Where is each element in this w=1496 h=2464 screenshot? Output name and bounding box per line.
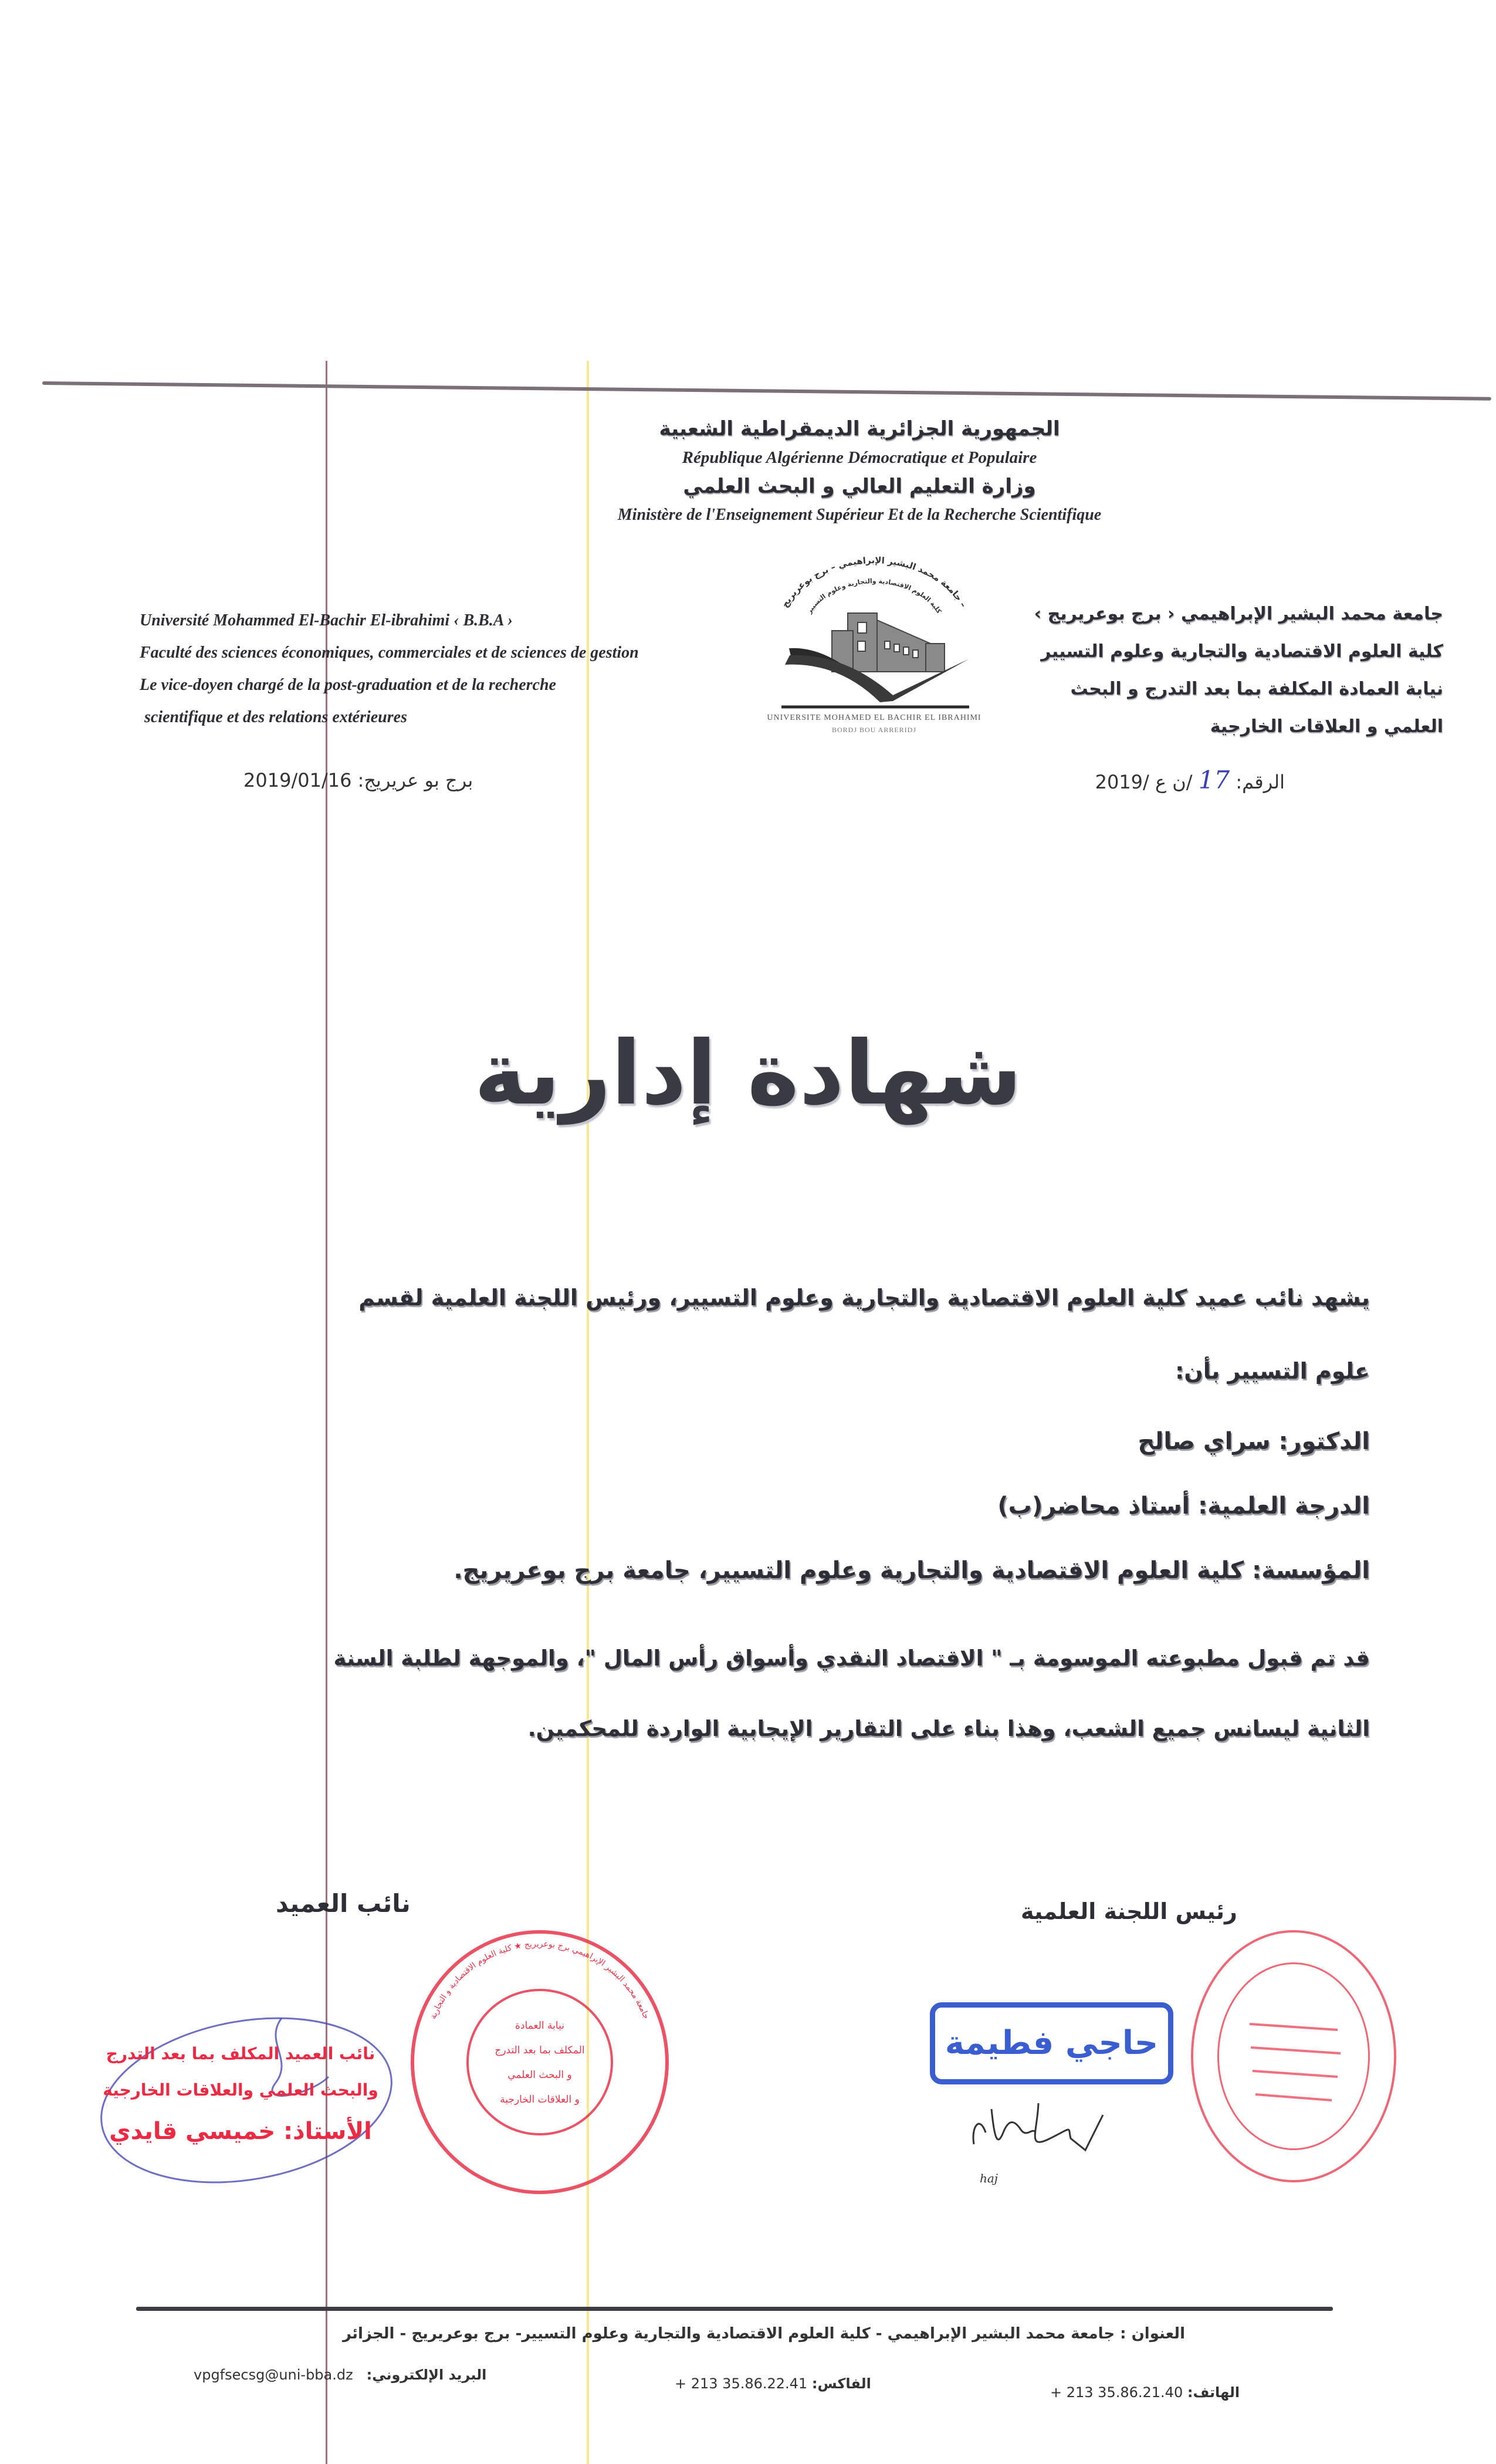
footer-phone [1050,2382,1240,2403]
faculty-name-fr: Faculté des sciences économiques, commerciales et de sciences de gestion [140,644,639,662]
footer-email [194,2364,486,2385]
republic-arabic: الجمهورية الجزائرية الديمقراطية الشعبية [659,417,1060,441]
footer-rule [136,2307,1333,2311]
university-name-fr: Université Mohammed El-Bachir El-ibrahimi ‹ B.B.A › [140,611,513,629]
letterhead-center [522,414,1197,529]
vice-dean-fr-line1: Le vice-doyen chargé de la post-graduation et de la recherche [140,676,556,694]
republic-french: République Algérienne Démocratique et Populaire [682,448,1037,467]
committee-chair-signature-text: haj [980,2171,999,2185]
committee-chair-name: حاجي فطيمة [945,2024,1159,2062]
stamp-scribble-icon [1244,2006,1349,2112]
place-label: برج بو عريريج: [357,769,473,791]
date-value: 2019/01/16 [243,769,352,791]
vice-dean-stamp-line-3: الأستاذ: خميسي قايدي [109,2118,372,2145]
statement-line-1: قد تم قبول مطبوعته الموسومة بـ " الاقتصاد النقدي وأسواق رأس المال "، والموجهة لطلبة السنة [333,1646,1370,1671]
letterhead-left-french [140,604,756,733]
vice-dean-text-stamp [94,2036,387,2154]
faculty-name-ar: كلية العلوم الاقتصادية والتجارية وعلوم التسيير [1041,641,1443,662]
castle-icon [832,613,945,672]
footer-email-value: vpgfsecsg@uni-bba.dz [194,2367,353,2383]
footer-phone-label: الهاتف: [1187,2384,1240,2401]
committee-chair-title: رئيس اللجنة العلمية [1021,1898,1237,1924]
field-institution-value: كلية العلوم الاقتصادية والتجارية وعلوم التسيير، جامعة برج بوعريريج. [453,1557,1244,1584]
vice-dean-fr-line2: scientifique et des relations extérieures [144,708,407,726]
svg-text:كلية العلوم الاقتصادية والتجار [805,577,943,615]
committee-chair-handwritten-signature [968,2091,1144,2165]
field-doctor [138,1423,1370,1460]
vice-dean-title: نائب العميد [276,1889,411,1918]
logo-caption-city: BORDJ BOU ARRERIDJ [831,726,917,734]
round-stamp-line: المكلف بما بعد التدرج [495,2045,585,2056]
logo-arc-text: جامعة محمد البشير الإبراهيمي – برج بوعريريج – [779,554,969,610]
letterhead-right-arabic [991,595,1443,746]
vice-dean-round-stamp-inner-text [466,2013,613,2112]
statement-line-2: الثانية ليسانس جميع الشعب، وهذا بناء على التقارير الإيجابية الواردة للمحكمين. [527,1716,1370,1741]
footer-phone-value: + 213 35.86.21.40 [1050,2384,1183,2401]
field-institution [138,1552,1370,1589]
round-stamp-line: نيابة العمادة [515,2020,564,2032]
logo-arc-text-2: كلية العلوم الاقتصادية والتجارية وعلوم التسيير [805,577,943,615]
reference-number [974,763,1285,800]
vice-dean-stamp-line-1: نائب العميد المكلف بما بعد التدرج [106,2044,375,2063]
university-logo-icon [769,554,980,710]
committee-round-stamp-scribble [1244,2006,1349,2112]
vice-dean-ar-line1: نيابة العمادة المكلفة بما بعد التدرج و البحث [1070,679,1443,699]
ministry-french: Ministère de l'Enseignement Supérieur Et de la Recherche Scientifique [617,506,1102,524]
document-title: شهادة إدارية [473,1023,1023,1125]
place-date [243,763,473,798]
logo-caption-university: UNIVERSITE MOHAMED EL BACHIR EL IBRAHIMI [767,713,981,722]
intro-line-2: علوم التسيير بأن: [1175,1358,1370,1384]
field-institution-label: المؤسسة: [1252,1557,1370,1584]
field-doctor-label: الدكتور: [1278,1428,1370,1455]
footer-email-label: البريد الإلكتروني: [366,2367,487,2383]
vice-dean-ar-line2: العلمي و العلاقات الخارجية [1210,716,1443,737]
reference-handwritten-number: 17 [1198,766,1230,794]
field-rank-value: أستاذ محاضر(ب) [997,1492,1190,1519]
footer-fax-value: + 213 35.86.22.41 [675,2375,808,2392]
footer-fax-label: الفاكس: [811,2375,871,2392]
round-stamp-line: و البحث العلمي [507,2069,572,2081]
reference-suffix: /ن ع /2019 [1095,771,1193,793]
round-stamp-line: و العلاقات الخارجية [500,2094,580,2106]
intro-line-1: يشهد نائب عميد كلية العلوم الاقتصادية والتجارية وعلوم التسيير، ورئيس اللجنة العلمية لقسم [358,1285,1370,1311]
footer-fax [675,2373,871,2394]
footer-address: العنوان : جامعة محمد البشير الإبراهيمي - كلية العلوم الاقتصادية والتجارية وعلوم التسيير- برج بوعريريج - الجزائر [343,2325,1185,2343]
reference-label: الرقم: [1236,771,1285,793]
header-top-rule [42,381,1491,401]
vice-dean-stamp-line-2: والبحث العلمي والعلاقات الخارجية [103,2080,378,2100]
ministry-arabic: وزارة التعليم العالي و البحث العلمي [683,475,1036,498]
field-rank-label: الدرجة العلمية: [1198,1492,1370,1519]
university-name-ar: جامعة محمد البشير الإبراهيمي ‹ برج بوعريريج › [1034,604,1443,624]
round-stamp-arc-text: جامعة محمد البشير الإبراهيمي برج بوعريريج ★ كلية العلوم الاقتصادية و التجارية [428,1939,651,2020]
field-rank [138,1487,1370,1525]
university-logo [769,554,980,710]
field-doctor-value: سراي صالح [1138,1428,1271,1455]
